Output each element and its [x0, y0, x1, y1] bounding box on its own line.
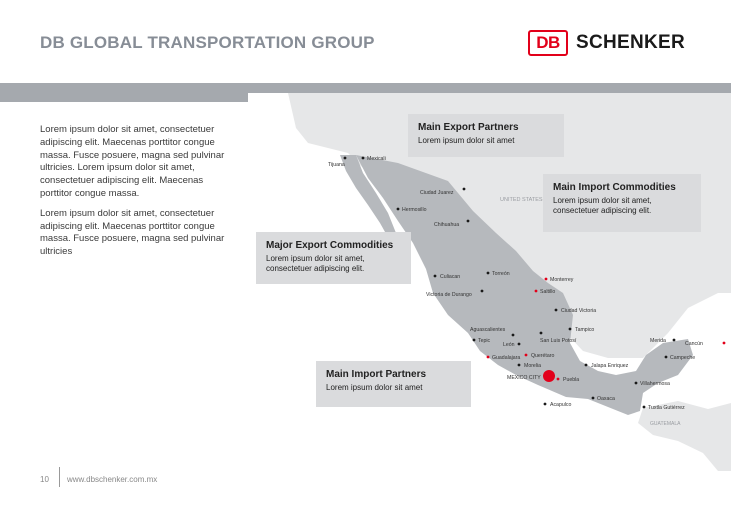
schenker-wordmark: SCHENKER — [576, 32, 686, 53]
body-paragraph-1: Lorem ipsum dolor sit amet, consectetuer adipiscing elit. Maecenas porttitor congue massa. Fusce posuere, magna sed pulvinar ultricies. Lorem ipsum dolor sit amet, consectetuer adipiscing elit. Maecenas porttitor congue massa. — [40, 124, 225, 199]
callout-heading: Main Import Partners — [326, 369, 427, 380]
country-label-guatemala: GUATEMALA — [650, 421, 681, 427]
header-band-right — [248, 83, 731, 93]
callout-text: Lorem ipsum dolor sit amet, consectetuer adipiscing elit. — [553, 196, 652, 215]
callout-text: Lorem ipsum dolor sit amet — [418, 136, 515, 145]
country-label-usa: UNITED STATES — [500, 197, 543, 203]
city-label: Merida — [650, 338, 666, 344]
city-guadalajara — [487, 355, 521, 361]
callout-main-export-partners — [408, 114, 564, 157]
capital-label: MEXICO CITY — [507, 375, 541, 381]
page-number: 10 — [40, 475, 49, 484]
city-label: Ciudad Victoria — [561, 308, 597, 314]
city-label: Tampico — [575, 327, 595, 333]
callout-main-import-commodities — [543, 174, 701, 232]
city-label: Hermosillo — [402, 207, 427, 213]
city-label: Puebla — [563, 377, 580, 383]
city-label: Querétaro — [531, 353, 555, 359]
city-label: Oaxaca — [597, 396, 615, 402]
city-label: Victoria de Durango — [426, 292, 472, 298]
callout-major-export-commodities — [256, 232, 411, 284]
db-schenker-logo — [528, 29, 685, 57]
city-label: Tuxtla Gutiérrez — [648, 405, 685, 411]
city-label: Ciudad Juarez — [420, 190, 454, 196]
city-label: León — [503, 342, 515, 348]
db-logo-mark: DB — [528, 30, 568, 56]
city-jalapa — [585, 363, 629, 369]
city-hermosillo — [397, 207, 427, 213]
city-label: San Luis Potosí — [540, 338, 577, 344]
city-label: Jalapa Enriquez — [591, 363, 629, 369]
city-label: Acapulco — [550, 402, 572, 408]
page-title: DB GLOBAL TRANSPORTATION GROUP — [40, 33, 375, 52]
city-ciudad-victoria — [555, 308, 597, 314]
city-label: Aguascalientes — [470, 327, 506, 333]
city-label: Cancún — [685, 341, 703, 347]
body-text — [40, 124, 238, 266]
capital-marker — [543, 370, 555, 382]
callout-text: Lorem ipsum dolor sit amet — [326, 383, 423, 392]
city-campeche — [665, 355, 696, 361]
city-label: Tepic — [478, 338, 491, 344]
city-label: Guadalajara — [492, 355, 521, 361]
city-label: Morelia — [524, 363, 542, 369]
body-paragraph-2: Lorem ipsum dolor sit amet, consectetuer adipiscing elit. Maecenas porttitor congue massa. Fusce posuere, magna sed pulvinar ultricies — [40, 207, 225, 258]
city-label: Monterrey — [550, 277, 574, 283]
callout-heading: Major Export Commodities — [266, 240, 394, 251]
city-label: Mexicali — [367, 156, 386, 162]
footer-url: www.dbschenker.com.mx — [67, 475, 158, 484]
city-label: Saltillo — [540, 289, 556, 295]
callout-heading: Main Export Partners — [418, 122, 519, 133]
city-tuxtla — [643, 405, 686, 411]
callout-main-import-partners — [316, 361, 471, 407]
city-label: Torreón — [492, 271, 510, 277]
city-label: Tijuana — [328, 162, 345, 168]
city-label: Culiacan — [440, 274, 461, 280]
header-band-left — [0, 83, 248, 102]
city-label: Campeche — [670, 355, 696, 361]
footer-divider — [59, 467, 60, 487]
city-label: Chihuahua — [434, 222, 460, 228]
city-label: Villahermosa — [640, 381, 670, 387]
callout-text: Lorem ipsum dolor sit amet, consectetuer adipiscing elit. — [266, 254, 365, 273]
callout-heading: Main Import Commodities — [553, 182, 676, 193]
city-villahermosa — [635, 381, 670, 387]
